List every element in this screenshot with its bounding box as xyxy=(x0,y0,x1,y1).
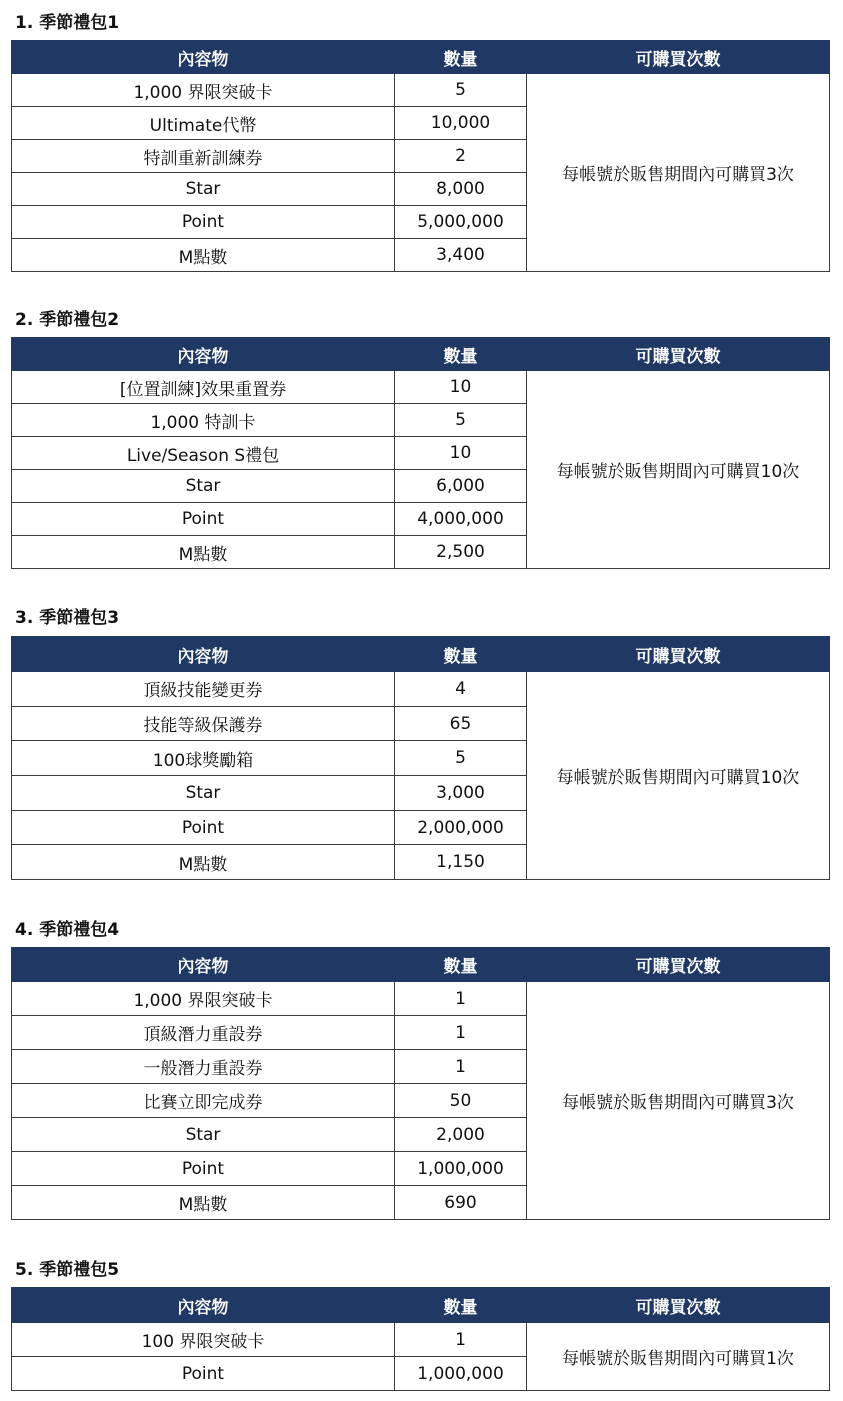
item-quantity: 2,500 xyxy=(395,536,527,569)
package-table xyxy=(11,40,830,272)
package-table xyxy=(11,1287,830,1391)
item-name: 比賽立即完成券 xyxy=(12,1084,395,1118)
header-limit: 可購買次數 xyxy=(527,1288,830,1323)
table-row xyxy=(12,1323,830,1357)
package-title: 4. 季節禮包4 xyxy=(15,920,120,940)
header-quantity: 數量 xyxy=(395,637,527,672)
header-limit: 可購買次數 xyxy=(527,41,830,74)
item-quantity: 10,000 xyxy=(395,107,527,140)
header-limit: 可購買次數 xyxy=(527,637,830,672)
package-title: 1. 季節禮包1 xyxy=(15,13,120,33)
item-name: Star xyxy=(12,173,395,206)
item-name: 一般潛力重設券 xyxy=(12,1050,395,1084)
item-quantity: 4,000,000 xyxy=(395,503,527,536)
table-header-row xyxy=(12,948,830,982)
purchase-limit: 每帳號於販售期間內可購買3次 xyxy=(527,982,830,1220)
item-quantity: 8,000 xyxy=(395,173,527,206)
item-name: Point xyxy=(12,1357,395,1391)
item-quantity: 2,000,000 xyxy=(395,810,527,845)
item-quantity: 1 xyxy=(395,1016,527,1050)
item-name: Live/Season S禮包 xyxy=(12,437,395,470)
item-name: 頂級技能變更券 xyxy=(12,672,395,707)
item-quantity: 2 xyxy=(395,140,527,173)
item-quantity: 10 xyxy=(395,371,527,404)
item-name: 1,000 特訓卡 xyxy=(12,404,395,437)
item-name: [位置訓練]效果重置券 xyxy=(12,371,395,404)
package-table xyxy=(11,636,830,880)
item-quantity: 3,400 xyxy=(395,239,527,272)
item-quantity: 65 xyxy=(395,706,527,741)
item-quantity: 10 xyxy=(395,437,527,470)
item-quantity: 1,000,000 xyxy=(395,1357,527,1391)
header-content: 內容物 xyxy=(12,1288,395,1323)
item-name: Star xyxy=(12,1118,395,1152)
item-quantity: 1 xyxy=(395,1323,527,1357)
table-header-row xyxy=(12,41,830,74)
item-name: 100球獎勵箱 xyxy=(12,741,395,776)
item-quantity: 5 xyxy=(395,74,527,107)
item-name: M點數 xyxy=(12,239,395,272)
header-quantity: 數量 xyxy=(395,338,527,371)
item-quantity: 2,000 xyxy=(395,1118,527,1152)
item-name: Star xyxy=(12,470,395,503)
item-quantity: 50 xyxy=(395,1084,527,1118)
purchase-limit: 每帳號於販售期間內可購買10次 xyxy=(527,371,830,569)
table-header-row xyxy=(12,338,830,371)
item-name: M點數 xyxy=(12,536,395,569)
item-name: Ultimate代幣 xyxy=(12,107,395,140)
item-quantity: 1 xyxy=(395,982,527,1016)
package-table xyxy=(11,337,830,569)
header-content: 內容物 xyxy=(12,338,395,371)
item-quantity: 4 xyxy=(395,672,527,707)
table-header-row xyxy=(12,637,830,672)
purchase-limit: 每帳號於販售期間內可購買3次 xyxy=(527,74,830,272)
item-name: 頂級潛力重設券 xyxy=(12,1016,395,1050)
item-name: 1,000 界限突破卡 xyxy=(12,74,395,107)
item-quantity: 6,000 xyxy=(395,470,527,503)
package-table xyxy=(11,947,830,1220)
item-quantity: 1 xyxy=(395,1050,527,1084)
header-limit: 可購買次數 xyxy=(527,948,830,982)
item-quantity: 5,000,000 xyxy=(395,206,527,239)
table-row xyxy=(12,74,830,107)
purchase-limit: 每帳號於販售期間內可購買10次 xyxy=(527,672,830,880)
item-quantity: 3,000 xyxy=(395,776,527,811)
item-quantity: 1,150 xyxy=(395,845,527,880)
table-header-row xyxy=(12,1288,830,1323)
header-content: 內容物 xyxy=(12,41,395,74)
item-name: 100 界限突破卡 xyxy=(12,1323,395,1357)
item-name: 特訓重新訓練券 xyxy=(12,140,395,173)
item-quantity: 5 xyxy=(395,741,527,776)
header-quantity: 數量 xyxy=(395,1288,527,1323)
item-name: Star xyxy=(12,776,395,811)
header-limit: 可購買次數 xyxy=(527,338,830,371)
table-row xyxy=(12,982,830,1016)
package-title: 5. 季節禮包5 xyxy=(15,1260,120,1280)
package-title: 3. 季節禮包3 xyxy=(15,608,120,628)
item-name: Point xyxy=(12,503,395,536)
purchase-limit: 每帳號於販售期間內可購買1次 xyxy=(527,1323,830,1391)
item-name: Point xyxy=(12,810,395,845)
item-quantity: 690 xyxy=(395,1186,527,1220)
item-name: M點數 xyxy=(12,845,395,880)
item-name: Point xyxy=(12,1152,395,1186)
table-row xyxy=(12,371,830,404)
header-content: 內容物 xyxy=(12,948,395,982)
header-quantity: 數量 xyxy=(395,41,527,74)
item-name: 1,000 界限突破卡 xyxy=(12,982,395,1016)
header-quantity: 數量 xyxy=(395,948,527,982)
item-name: Point xyxy=(12,206,395,239)
item-quantity: 5 xyxy=(395,404,527,437)
package-title: 2. 季節禮包2 xyxy=(15,310,120,330)
item-name: 技能等級保護券 xyxy=(12,706,395,741)
header-content: 內容物 xyxy=(12,637,395,672)
item-name: M點數 xyxy=(12,1186,395,1220)
item-quantity: 1,000,000 xyxy=(395,1152,527,1186)
table-row xyxy=(12,672,830,707)
